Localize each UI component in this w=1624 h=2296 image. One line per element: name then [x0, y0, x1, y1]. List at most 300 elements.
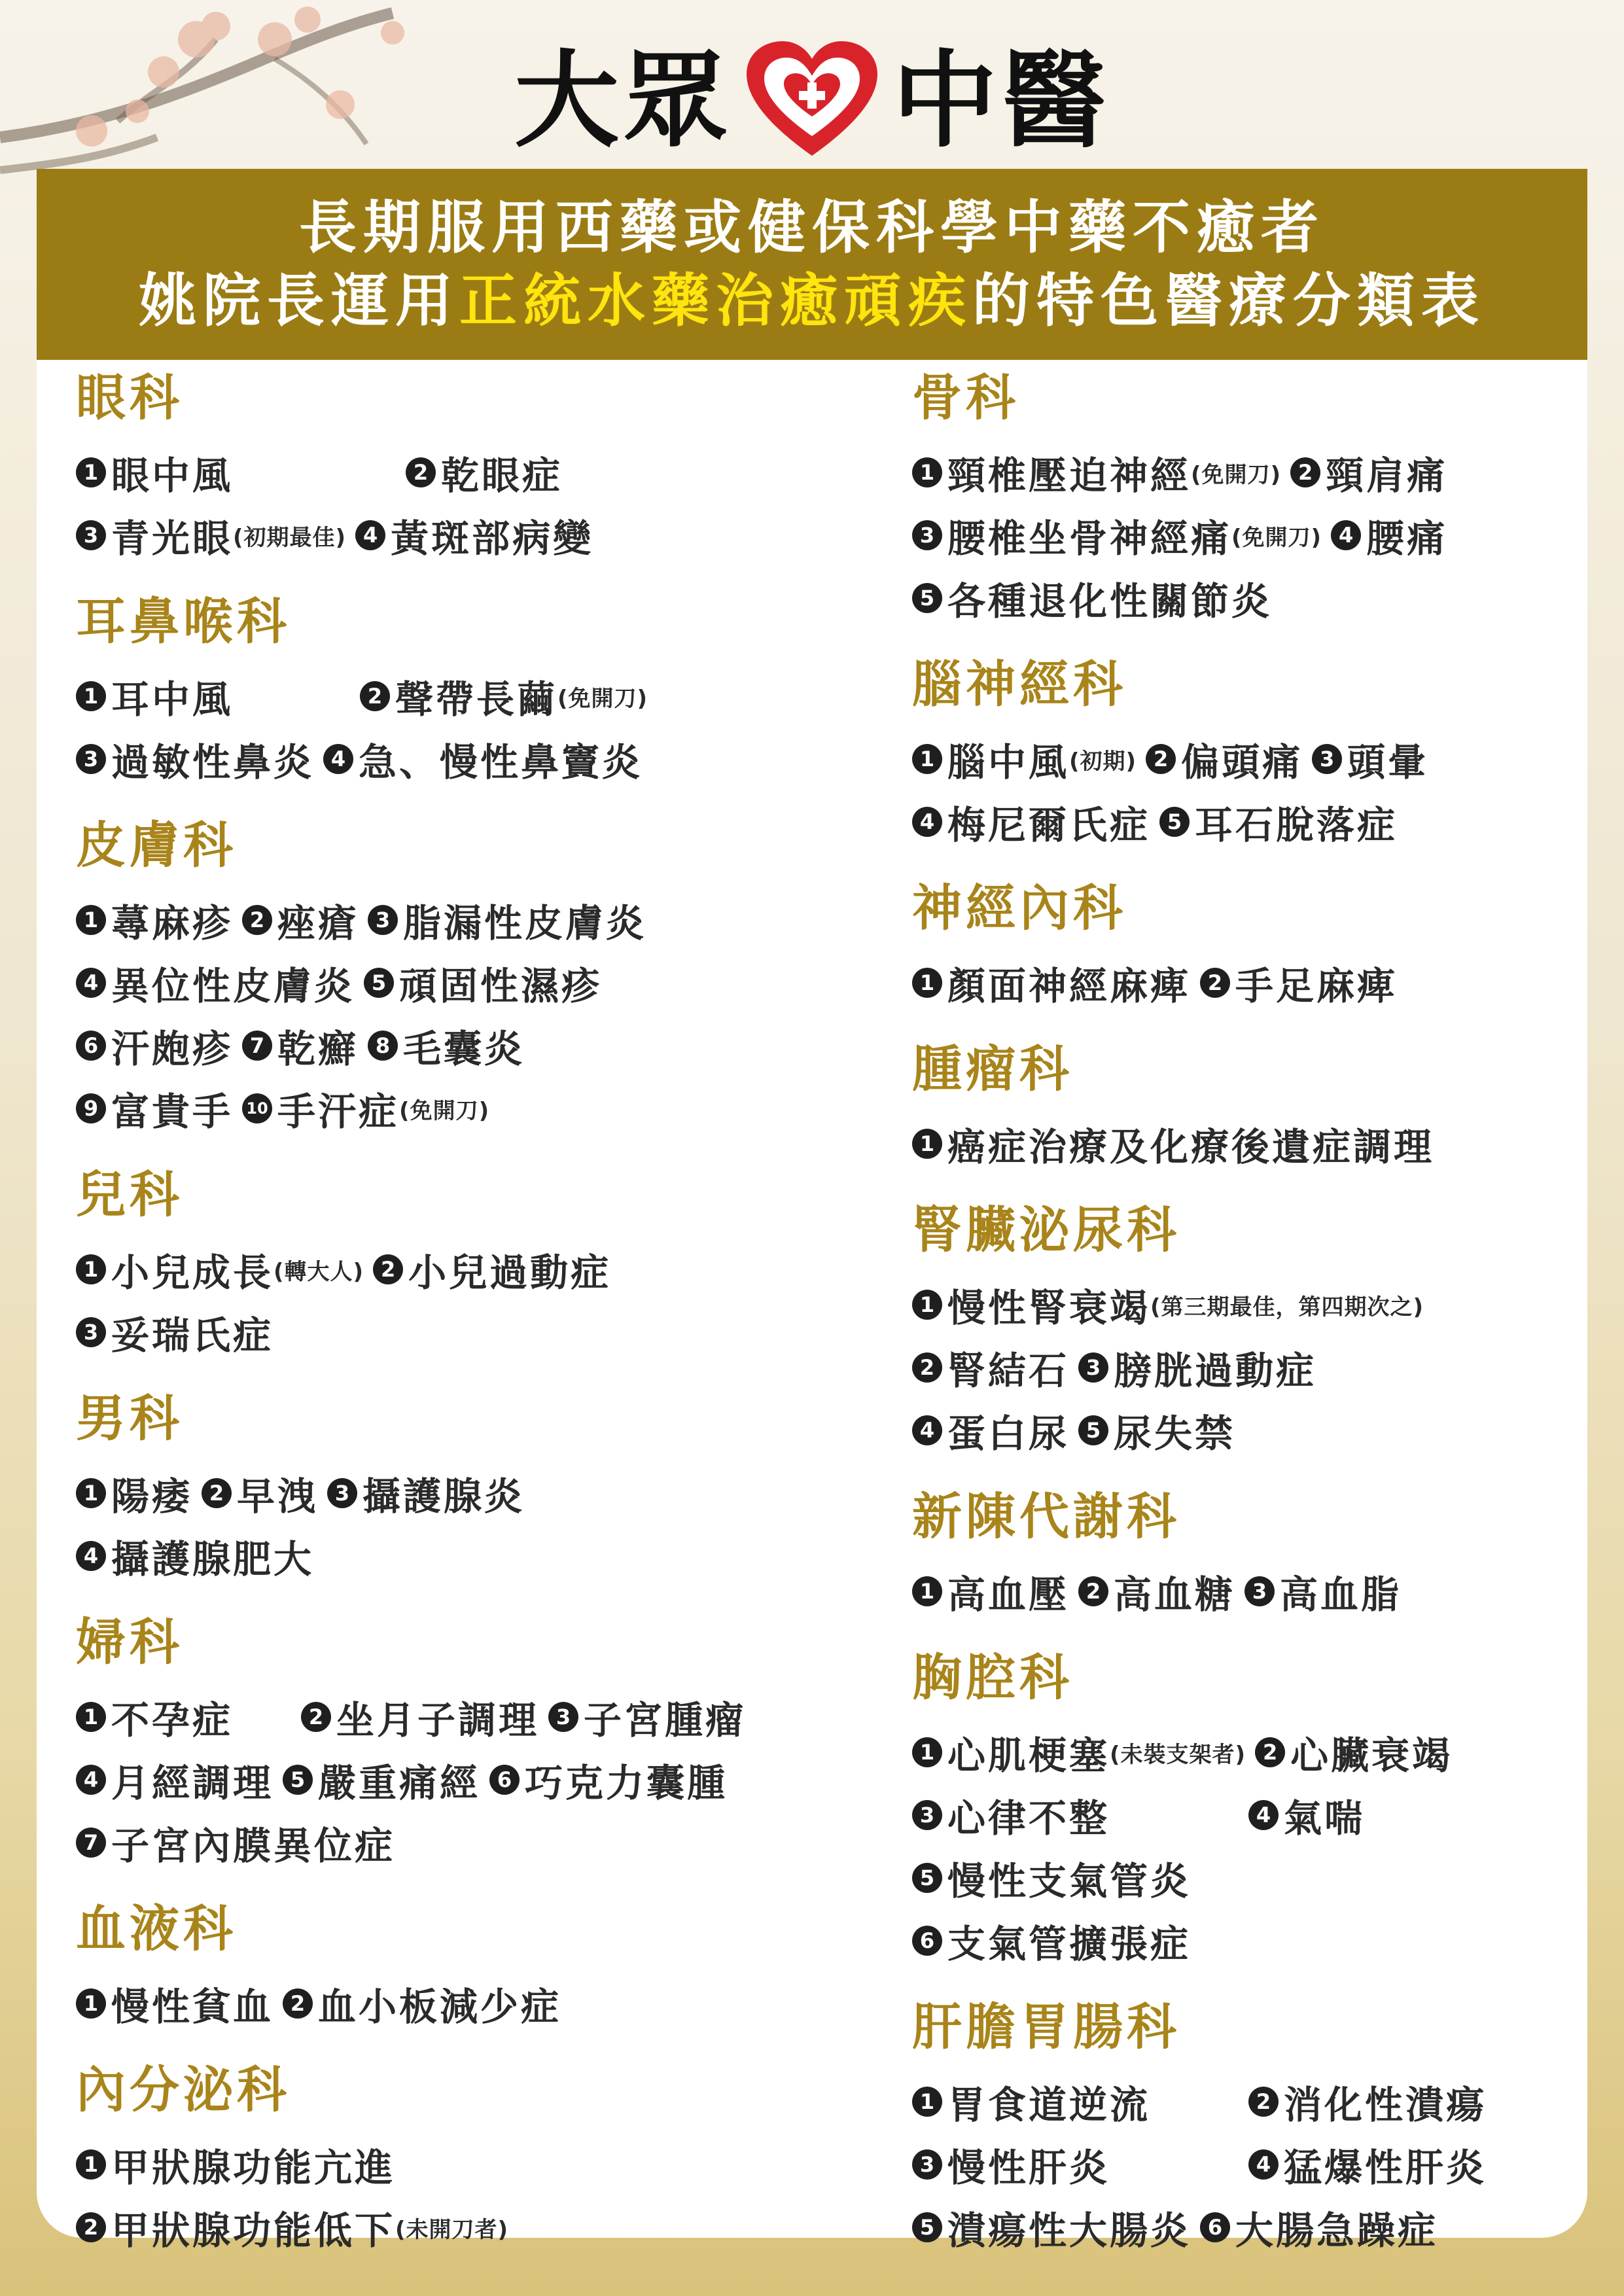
condition-item — [368, 892, 646, 947]
item-number-badge: 4 — [1248, 1800, 1279, 1830]
item-number-badge: 4 — [76, 1541, 106, 1571]
condition-list — [76, 1238, 861, 1364]
department-section — [76, 1165, 861, 1364]
condition-item — [1200, 955, 1398, 1010]
department-title: 腎臟泌尿科 — [912, 1201, 1180, 1259]
condition-item — [360, 669, 648, 724]
condition-row — [76, 1462, 861, 1525]
condition-row — [76, 1686, 861, 1748]
department-section — [912, 1648, 1573, 1972]
condition-list — [912, 1721, 1573, 1972]
condition-item — [373, 1242, 611, 1297]
item-number-badge: 3 — [912, 520, 942, 550]
item-number-badge: 1 — [76, 681, 106, 711]
condition-item — [76, 1466, 192, 1521]
condition-name: 蕁麻疹 — [111, 901, 234, 945]
item-number-badge: 2 — [76, 2212, 106, 2242]
item-number-badge: 1 — [76, 1988, 106, 2019]
condition-note: (初期) — [1069, 748, 1137, 775]
condition-item — [406, 445, 563, 500]
item-number-badge: 4 — [912, 807, 942, 837]
heart-cross-icon — [743, 38, 881, 162]
condition-note: (免開刀) — [1231, 524, 1322, 551]
department-title: 新陳代謝科 — [912, 1487, 1180, 1545]
condition-note: (轉大人) — [274, 1258, 364, 1285]
condition-item — [76, 1528, 314, 1583]
item-number-badge: 3 — [912, 2149, 942, 2180]
condition-name: 慢性貧血 — [111, 1985, 274, 2029]
item-number-badge: 2 — [283, 1988, 313, 2019]
item-number-badge: 4 — [76, 1765, 106, 1795]
condition-list — [912, 951, 1573, 1014]
condition-name: 各種退化性關節炎 — [947, 579, 1273, 624]
department-section — [912, 1487, 1573, 1623]
condition-item — [76, 1081, 233, 1136]
condition-list — [76, 441, 861, 567]
condition-item — [548, 1689, 746, 1744]
condition-name: 顏面神經麻痺 — [947, 964, 1192, 1008]
item-number-badge: 3 — [368, 905, 398, 935]
condition-name: 甲狀腺功能亢進 — [111, 2146, 396, 2190]
condition-item — [912, 955, 1191, 1010]
item-number-badge: 6 — [912, 1926, 942, 1956]
condition-list — [912, 441, 1573, 629]
condition-item — [242, 1018, 359, 1073]
condition-name: 眼中風 — [111, 453, 234, 498]
condition-item — [76, 445, 397, 500]
condition-name: 富貴手 — [111, 1089, 234, 1134]
condition-name: 癌症治療及化療後遺症調理 — [947, 1125, 1435, 1169]
item-number-badge: 4 — [1248, 2149, 1279, 2180]
condition-item — [76, 1018, 233, 1073]
condition-name: 小兒過動症 — [408, 1250, 612, 1295]
item-number-badge: 8 — [368, 1031, 398, 1061]
condition-item — [1248, 1788, 1365, 1843]
condition-list — [76, 665, 861, 790]
item-number-badge: 2 — [360, 681, 390, 711]
item-number-badge: 5 — [1159, 807, 1190, 837]
department-title: 神經內科 — [912, 879, 1127, 937]
condition-name: 乾眼症 — [441, 453, 563, 498]
item-number-badge: 1 — [76, 457, 106, 487]
condition-row — [912, 504, 1573, 567]
condition-name: 不孕症 — [111, 1698, 234, 1742]
condition-item — [76, 2137, 395, 2192]
condition-row — [76, 1811, 861, 1874]
condition-name: 氣喘 — [1284, 1796, 1366, 1841]
item-number-badge: 1 — [912, 1576, 942, 1606]
item-number-badge: 5 — [1078, 1415, 1108, 1445]
condition-row — [912, 1112, 1573, 1175]
condition-row — [912, 2196, 1573, 2259]
condition-item — [912, 1277, 1424, 1332]
condition-row — [912, 1846, 1573, 1909]
condition-name: 手汗症 — [277, 1089, 400, 1134]
condition-row — [76, 2133, 861, 2196]
department-section — [76, 368, 861, 567]
condition-note: (免開刀) — [1191, 461, 1282, 488]
condition-item — [912, 794, 1150, 849]
condition-name: 高血壓 — [947, 1572, 1070, 1617]
item-number-badge: 2 — [1255, 1737, 1285, 1767]
condition-name: 汗皰疹 — [111, 1027, 234, 1071]
condition-item — [327, 1466, 525, 1521]
headline-line-1: 長期服用西藥或健保科學中藥不癒者 — [298, 193, 1325, 261]
condition-row — [912, 1560, 1573, 1623]
item-number-badge: 3 — [76, 744, 106, 774]
condition-item — [355, 508, 593, 563]
condition-item — [912, 1725, 1246, 1780]
department-section — [912, 879, 1573, 1014]
condition-name: 子宮內膜異位症 — [111, 1824, 396, 1868]
item-number-badge: 2 — [301, 1702, 331, 1732]
department-title: 肝膽胃腸科 — [912, 1998, 1180, 2056]
condition-name: 耳中風 — [111, 677, 234, 722]
condition-row — [76, 1014, 861, 1077]
item-number-badge: 7 — [76, 1828, 106, 1858]
condition-list — [76, 1462, 861, 1587]
condition-item — [912, 2137, 1239, 2192]
department-title: 眼科 — [76, 368, 183, 427]
condition-item — [76, 1815, 395, 1870]
condition-row — [912, 441, 1573, 504]
item-number-badge: 7 — [242, 1031, 272, 1061]
item-number-badge: 1 — [76, 1478, 106, 1508]
condition-name: 胃食道逆流 — [947, 2083, 1151, 2127]
headline-line-2-prefix: 姚院長運用 — [138, 267, 459, 334]
condition-row — [76, 1748, 861, 1811]
condition-item — [76, 1689, 292, 1744]
condition-item — [76, 2200, 508, 2255]
condition-item — [283, 1976, 561, 2031]
item-number-badge: 3 — [327, 1478, 357, 1508]
condition-name: 頸椎壓迫神經 — [947, 453, 1192, 498]
department-title: 胸腔科 — [912, 1648, 1073, 1706]
item-number-badge: 3 — [1244, 1576, 1275, 1606]
condition-name: 痤瘡 — [277, 901, 359, 945]
condition-name: 黃斑部病變 — [391, 516, 594, 561]
item-number-badge: 3 — [76, 520, 106, 550]
item-number-badge: 3 — [1312, 744, 1342, 774]
item-number-badge: 1 — [912, 744, 942, 774]
condition-list — [912, 1273, 1573, 1462]
department-section — [76, 816, 861, 1140]
condition-name: 蛋白尿 — [947, 1411, 1070, 1456]
item-number-badge: 1 — [76, 1702, 106, 1732]
condition-name: 腎結石 — [947, 1349, 1070, 1393]
item-number-badge: 1 — [912, 457, 942, 487]
condition-item — [912, 1564, 1069, 1619]
condition-name: 心肌梗塞 — [947, 1733, 1110, 1778]
condition-list — [76, 889, 861, 1140]
condition-item — [76, 1752, 274, 1807]
item-number-badge: 2 — [406, 457, 436, 487]
condition-name: 脂漏性皮膚炎 — [403, 901, 647, 945]
condition-name: 梅尼爾氏症 — [947, 803, 1151, 847]
condition-item — [242, 1081, 489, 1136]
condition-item — [912, 445, 1281, 500]
condition-item — [323, 732, 643, 786]
condition-item — [912, 1340, 1069, 1395]
condition-row — [912, 728, 1573, 790]
condition-note: (未開刀者) — [395, 2216, 509, 2243]
condition-note: (第三期最佳，第四期次之) — [1150, 1294, 1424, 1320]
item-number-badge: 4 — [1331, 520, 1361, 550]
condition-item — [1159, 794, 1398, 849]
condition-item — [76, 732, 314, 786]
condition-name: 支氣管擴張症 — [947, 1922, 1192, 1966]
condition-item — [1255, 1725, 1453, 1780]
condition-name: 子宮腫瘤 — [584, 1698, 747, 1742]
condition-name: 陽痿 — [111, 1474, 193, 1519]
item-number-badge: 4 — [355, 520, 385, 550]
condition-name: 腰椎坐骨神經痛 — [947, 516, 1232, 561]
clinic-logo — [0, 31, 1624, 169]
condition-name: 妥瑞氏症 — [111, 1313, 274, 1358]
item-number-badge: 5 — [912, 583, 942, 613]
condition-name: 頑固性濕疹 — [399, 964, 603, 1008]
condition-name: 聲帶長繭 — [395, 677, 558, 722]
condition-name: 消化性潰瘍 — [1284, 2083, 1487, 2127]
item-number-badge: 6 — [76, 1031, 106, 1061]
condition-item — [1248, 2074, 1487, 2129]
condition-item — [1312, 732, 1428, 786]
department-section — [76, 2060, 861, 2259]
department-title: 皮膚科 — [76, 816, 237, 874]
condition-row — [912, 1399, 1573, 1462]
department-section — [76, 1389, 861, 1587]
condition-list — [912, 728, 1573, 853]
item-number-badge: 1 — [912, 968, 942, 998]
logo-text-left: 大眾 — [514, 39, 732, 162]
condition-name: 急、慢性鼻竇炎 — [359, 740, 643, 785]
condition-row — [76, 1238, 861, 1301]
condition-name: 心律不整 — [947, 1796, 1110, 1841]
department-title: 腫瘤科 — [912, 1040, 1073, 1098]
department-section — [912, 1201, 1573, 1462]
item-number-badge: 3 — [76, 1317, 106, 1347]
condition-name: 小兒成長 — [111, 1250, 274, 1295]
condition-item — [912, 1116, 1434, 1171]
condition-name: 攝護腺炎 — [362, 1474, 525, 1519]
condition-item — [1290, 445, 1447, 500]
department-section — [912, 1040, 1573, 1175]
item-number-badge: 6 — [489, 1765, 520, 1795]
condition-name: 潰瘍性大腸炎 — [947, 2208, 1192, 2253]
condition-name: 高血脂 — [1280, 1572, 1402, 1617]
condition-list — [912, 1560, 1573, 1623]
condition-item — [912, 2074, 1239, 2129]
department-section — [912, 655, 1573, 853]
condition-item — [242, 892, 359, 947]
condition-name: 青光眼 — [111, 516, 234, 561]
department-title: 兒科 — [76, 1165, 183, 1224]
condition-item — [912, 571, 1272, 626]
condition-row — [912, 1721, 1573, 1784]
condition-row — [76, 1077, 861, 1140]
item-number-badge: 1 — [76, 1254, 106, 1284]
condition-row — [76, 504, 861, 567]
condition-item — [1078, 1340, 1316, 1395]
condition-item — [76, 892, 233, 947]
condition-item — [1200, 2200, 1438, 2255]
condition-item — [76, 508, 346, 563]
condition-note: (初期最佳) — [233, 524, 347, 551]
item-number-badge: 2 — [1146, 744, 1176, 774]
condition-item — [76, 1976, 274, 2031]
condition-item — [283, 1752, 480, 1807]
department-section — [912, 368, 1573, 629]
condition-row — [76, 665, 861, 728]
condition-list — [76, 1686, 861, 1874]
headline-line-2-suffix: 的特色醫療分類表 — [972, 267, 1486, 334]
condition-item — [1248, 2137, 1487, 2192]
condition-item — [1078, 1403, 1235, 1458]
item-number-badge: 5 — [912, 1863, 942, 1893]
department-section — [76, 1899, 861, 2035]
item-number-badge: 10 — [242, 1093, 272, 1123]
condition-item — [76, 1305, 274, 1360]
condition-item — [489, 1752, 728, 1807]
item-number-badge: 5 — [364, 968, 394, 998]
condition-name: 毛囊炎 — [403, 1027, 525, 1071]
condition-row — [912, 2133, 1573, 2196]
condition-name: 慢性腎衰竭 — [947, 1286, 1151, 1330]
condition-name: 大腸急躁症 — [1235, 2208, 1439, 2253]
condition-row — [912, 1273, 1573, 1336]
condition-name: 異位性皮膚炎 — [111, 964, 355, 1008]
logo-text-right: 中醫 — [892, 39, 1110, 162]
condition-item — [76, 1242, 364, 1297]
item-number-badge: 1 — [912, 1290, 942, 1320]
condition-name: 腰痛 — [1366, 516, 1448, 561]
headline-line-2-highlight: 正統水藥治癒頑疾 — [459, 267, 972, 334]
condition-row — [76, 2196, 861, 2259]
item-number-badge: 5 — [283, 1765, 313, 1795]
condition-name: 慢性肝炎 — [947, 2146, 1110, 2190]
condition-name: 膀胱過動症 — [1114, 1349, 1317, 1393]
item-number-badge: 1 — [76, 2149, 106, 2180]
condition-item — [301, 1689, 539, 1744]
condition-item — [912, 1850, 1191, 1905]
condition-item — [1146, 732, 1303, 786]
condition-item — [1244, 1564, 1402, 1619]
condition-name: 甲狀腺功能低下 — [111, 2208, 396, 2253]
condition-name: 嚴重痛經 — [318, 1761, 481, 1805]
condition-list — [76, 2133, 861, 2259]
item-number-badge: 3 — [1078, 1352, 1108, 1383]
condition-row — [912, 790, 1573, 853]
condition-row — [912, 567, 1573, 629]
department-title: 腦神經科 — [912, 655, 1127, 713]
item-number-badge: 2 — [912, 1352, 942, 1383]
condition-name: 巧克力囊腫 — [525, 1761, 728, 1805]
item-number-badge: 2 — [373, 1254, 403, 1284]
left-column — [76, 368, 861, 2289]
condition-item — [912, 1788, 1239, 1843]
condition-row — [76, 889, 861, 951]
item-number-badge: 9 — [76, 1093, 106, 1123]
department-title: 耳鼻喉科 — [76, 592, 291, 650]
department-title: 婦科 — [76, 1613, 183, 1671]
condition-name: 耳石脫落症 — [1195, 803, 1398, 847]
item-number-badge: 3 — [548, 1702, 578, 1732]
condition-name: 腦中風 — [947, 740, 1070, 785]
item-number-badge: 3 — [912, 1800, 942, 1830]
condition-name: 乾癬 — [277, 1027, 359, 1071]
condition-name: 心臟衰竭 — [1290, 1733, 1453, 1778]
department-section — [76, 1613, 861, 1874]
condition-name: 攝護腺肥大 — [111, 1537, 315, 1581]
condition-row — [912, 1909, 1573, 1972]
condition-name: 月經調理 — [111, 1761, 274, 1805]
condition-name: 尿失禁 — [1114, 1411, 1236, 1456]
condition-name: 偏頭痛 — [1181, 740, 1303, 785]
item-number-badge: 1 — [912, 2087, 942, 2117]
condition-list — [912, 1112, 1573, 1175]
condition-row — [912, 1336, 1573, 1399]
item-number-badge: 2 — [242, 905, 272, 935]
department-title: 男科 — [76, 1389, 183, 1447]
condition-note: (未裝支架者) — [1110, 1741, 1246, 1768]
condition-row — [912, 2070, 1573, 2133]
condition-name: 頭暈 — [1347, 740, 1429, 785]
condition-item — [912, 508, 1322, 563]
item-number-badge: 1 — [912, 1737, 942, 1767]
condition-name: 早洩 — [237, 1474, 319, 1519]
condition-name: 高血糖 — [1114, 1572, 1236, 1617]
department-title: 內分泌科 — [76, 2060, 291, 2119]
condition-row — [76, 1972, 861, 2035]
right-column — [912, 368, 1573, 2289]
item-number-badge: 1 — [912, 1129, 942, 1159]
condition-item — [1331, 508, 1447, 563]
condition-row — [76, 728, 861, 790]
condition-row — [76, 1525, 861, 1587]
condition-note: (免開刀) — [557, 685, 648, 712]
condition-item — [76, 955, 355, 1010]
condition-item — [202, 1466, 318, 1521]
condition-name: 手足麻痺 — [1235, 964, 1398, 1008]
condition-item — [912, 2200, 1191, 2255]
department-title: 骨科 — [912, 368, 1019, 427]
item-number-badge: 2 — [1078, 1576, 1108, 1606]
item-number-badge: 2 — [1200, 968, 1230, 998]
condition-item — [912, 732, 1137, 786]
condition-name: 頸肩痛 — [1326, 453, 1448, 498]
item-number-badge: 2 — [202, 1478, 232, 1508]
condition-row — [76, 951, 861, 1014]
condition-note: (免開刀) — [399, 1097, 490, 1124]
item-number-badge: 4 — [323, 744, 353, 774]
condition-item — [364, 955, 602, 1010]
item-number-badge: 4 — [76, 968, 106, 998]
condition-row — [76, 1301, 861, 1364]
condition-list — [912, 2070, 1573, 2259]
condition-row — [912, 1784, 1573, 1846]
condition-list — [76, 1972, 861, 2035]
condition-name: 坐月子調理 — [336, 1698, 540, 1742]
item-number-badge: 4 — [912, 1415, 942, 1445]
condition-item — [912, 1913, 1191, 1968]
item-number-badge: 6 — [1200, 2212, 1230, 2242]
headline-line-2 — [138, 267, 1486, 334]
condition-item — [912, 1403, 1069, 1458]
condition-row — [912, 951, 1573, 1014]
department-section — [76, 592, 861, 790]
condition-item — [368, 1018, 525, 1073]
condition-name: 過敏性鼻炎 — [111, 740, 315, 785]
